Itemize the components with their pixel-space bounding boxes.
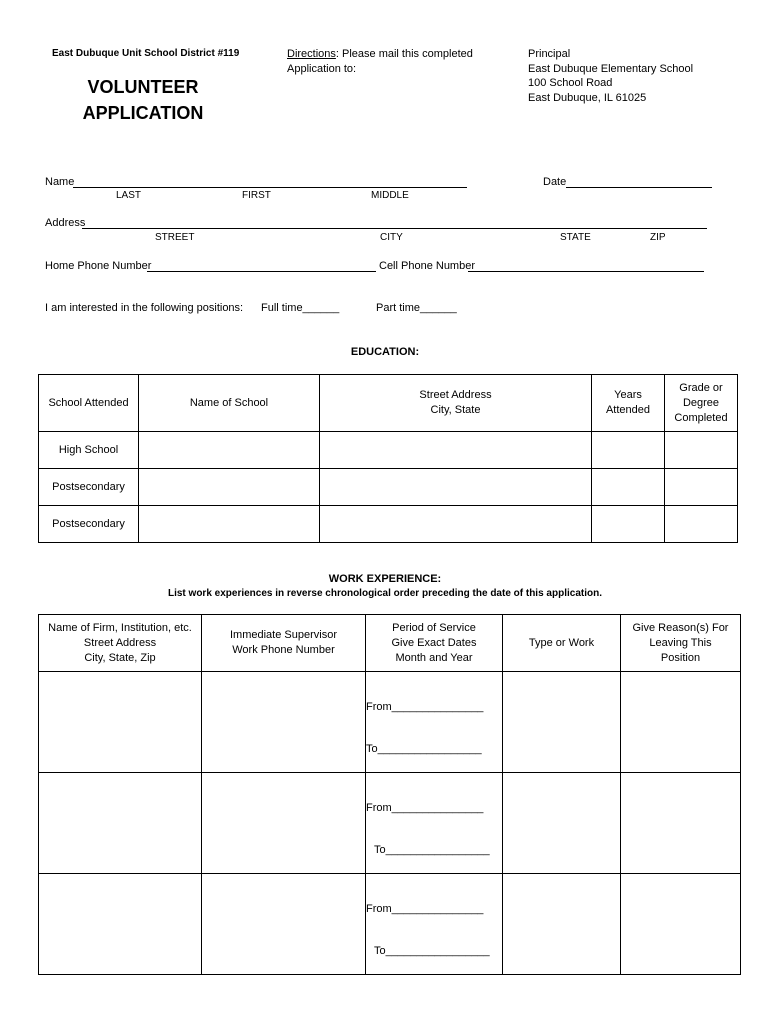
header-street-address: Street Address City, State [320,375,592,432]
school-name-cell[interactable] [139,506,320,543]
work-heading: WORK EXPERIENCE: [328,573,442,585]
directions-text: : Please mail this completed [335,48,473,60]
school-type-cell: Postsecondary [39,506,139,543]
firm-cell[interactable] [39,773,202,874]
cell-phone-label: Cell Phone Number [379,260,475,272]
form-title-line1: VOLUNTEER [87,77,199,97]
header-name-of-school: Name of School [139,375,320,432]
school-name-cell[interactable] [139,432,320,469]
table-row [39,672,741,773]
period-cell[interactable] [366,874,503,975]
header-years-attended: Years Attended [592,375,665,432]
school-address-cell[interactable] [320,506,592,543]
firm-cell[interactable] [39,874,202,975]
work-table [38,614,741,975]
period-cell[interactable] [366,773,503,874]
directions-text-2: Application to: [287,63,357,75]
name-sublabel-first: FIRST [242,190,271,201]
from-field[interactable]: From_______________ [366,701,484,713]
table-row [39,469,738,506]
reason-cell[interactable] [621,773,741,874]
full-time-field[interactable]: Full time______ [261,302,340,314]
name-sublabel-last: LAST [116,190,142,201]
from-field[interactable]: From_______________ [366,903,484,915]
education-heading: EDUCATION: [350,346,420,358]
district-name: East Dubuque Unit School District #119 [52,48,240,59]
date-field[interactable] [566,187,712,188]
reason-cell[interactable] [621,874,741,975]
degree-cell[interactable] [665,506,738,543]
address-sublabel-state: STATE [560,232,591,243]
name-field[interactable] [73,187,467,188]
header-firm: Name of Firm, Institution, etc. Street Address City, State, Zip [39,615,202,672]
form-title-line2: APPLICATION [82,103,204,123]
reason-cell[interactable] [621,672,741,773]
school-address-cell[interactable] [320,432,592,469]
header-reason: Give Reason(s) For Leaving This Position [621,615,741,672]
type-cell[interactable] [503,672,621,773]
from-field[interactable]: From_______________ [366,802,484,814]
degree-cell[interactable] [665,432,738,469]
form-title [58,74,228,126]
school-type-cell: High School [39,432,139,469]
header-type-of-work: Type or Work [503,615,621,672]
part-time-field[interactable]: Part time______ [376,302,457,314]
directions-label: Directions [287,48,336,60]
header-school-attended: School Attended [39,375,139,432]
name-sublabel-middle: MIDDLE [371,190,409,201]
address-label: Address [45,217,86,229]
address-sublabel-zip: ZIP [650,232,666,243]
table-row [39,506,738,543]
school-address-cell[interactable] [320,469,592,506]
header-period: Period of Service Give Exact Dates Month and Year [366,615,503,672]
date-label: Date [543,176,567,188]
mailing-address [528,47,693,105]
type-cell[interactable] [503,773,621,874]
years-attended-cell[interactable] [592,506,665,543]
degree-cell[interactable] [665,469,738,506]
address-line: 100 School Road [528,77,613,89]
education-table [38,374,738,543]
home-phone-label: Home Phone Number [45,260,152,272]
work-subheading: List work experiences in reverse chronological order preceding the date of this application. [167,588,602,599]
supervisor-cell[interactable] [202,773,366,874]
address-line: Principal [528,48,571,60]
table-row [39,773,741,874]
positions-intro: I am interested in the following positions: [45,302,244,314]
supervisor-cell[interactable] [202,672,366,773]
education-header-row [39,375,738,432]
address-sublabel-street: STREET [155,232,195,243]
period-cell[interactable] [366,672,503,773]
header-grade-degree: Grade or Degree Completed [665,375,738,432]
school-name-cell[interactable] [139,469,320,506]
supervisor-cell[interactable] [202,874,366,975]
to-field[interactable]: To_________________ [366,743,482,755]
table-row [39,432,738,469]
name-label: Name [45,176,75,188]
table-row [39,874,741,975]
years-attended-cell[interactable] [592,432,665,469]
home-phone-field[interactable] [147,271,376,272]
school-type-cell: Postsecondary [39,469,139,506]
work-header-row [39,615,741,672]
address-field[interactable] [82,228,707,229]
firm-cell[interactable] [39,672,202,773]
address-sublabel-city: CITY [380,232,403,243]
type-cell[interactable] [503,874,621,975]
cell-phone-field[interactable] [468,271,704,272]
address-line: East Dubuque Elementary School [528,62,694,75]
address-line: East Dubuque, IL 61025 [528,91,647,104]
to-field[interactable]: To_________________ [374,844,490,856]
years-attended-cell[interactable] [592,469,665,506]
directions [287,47,473,77]
to-field[interactable]: To_________________ [374,945,490,957]
header-supervisor: Immediate Supervisor Work Phone Number [202,615,366,672]
